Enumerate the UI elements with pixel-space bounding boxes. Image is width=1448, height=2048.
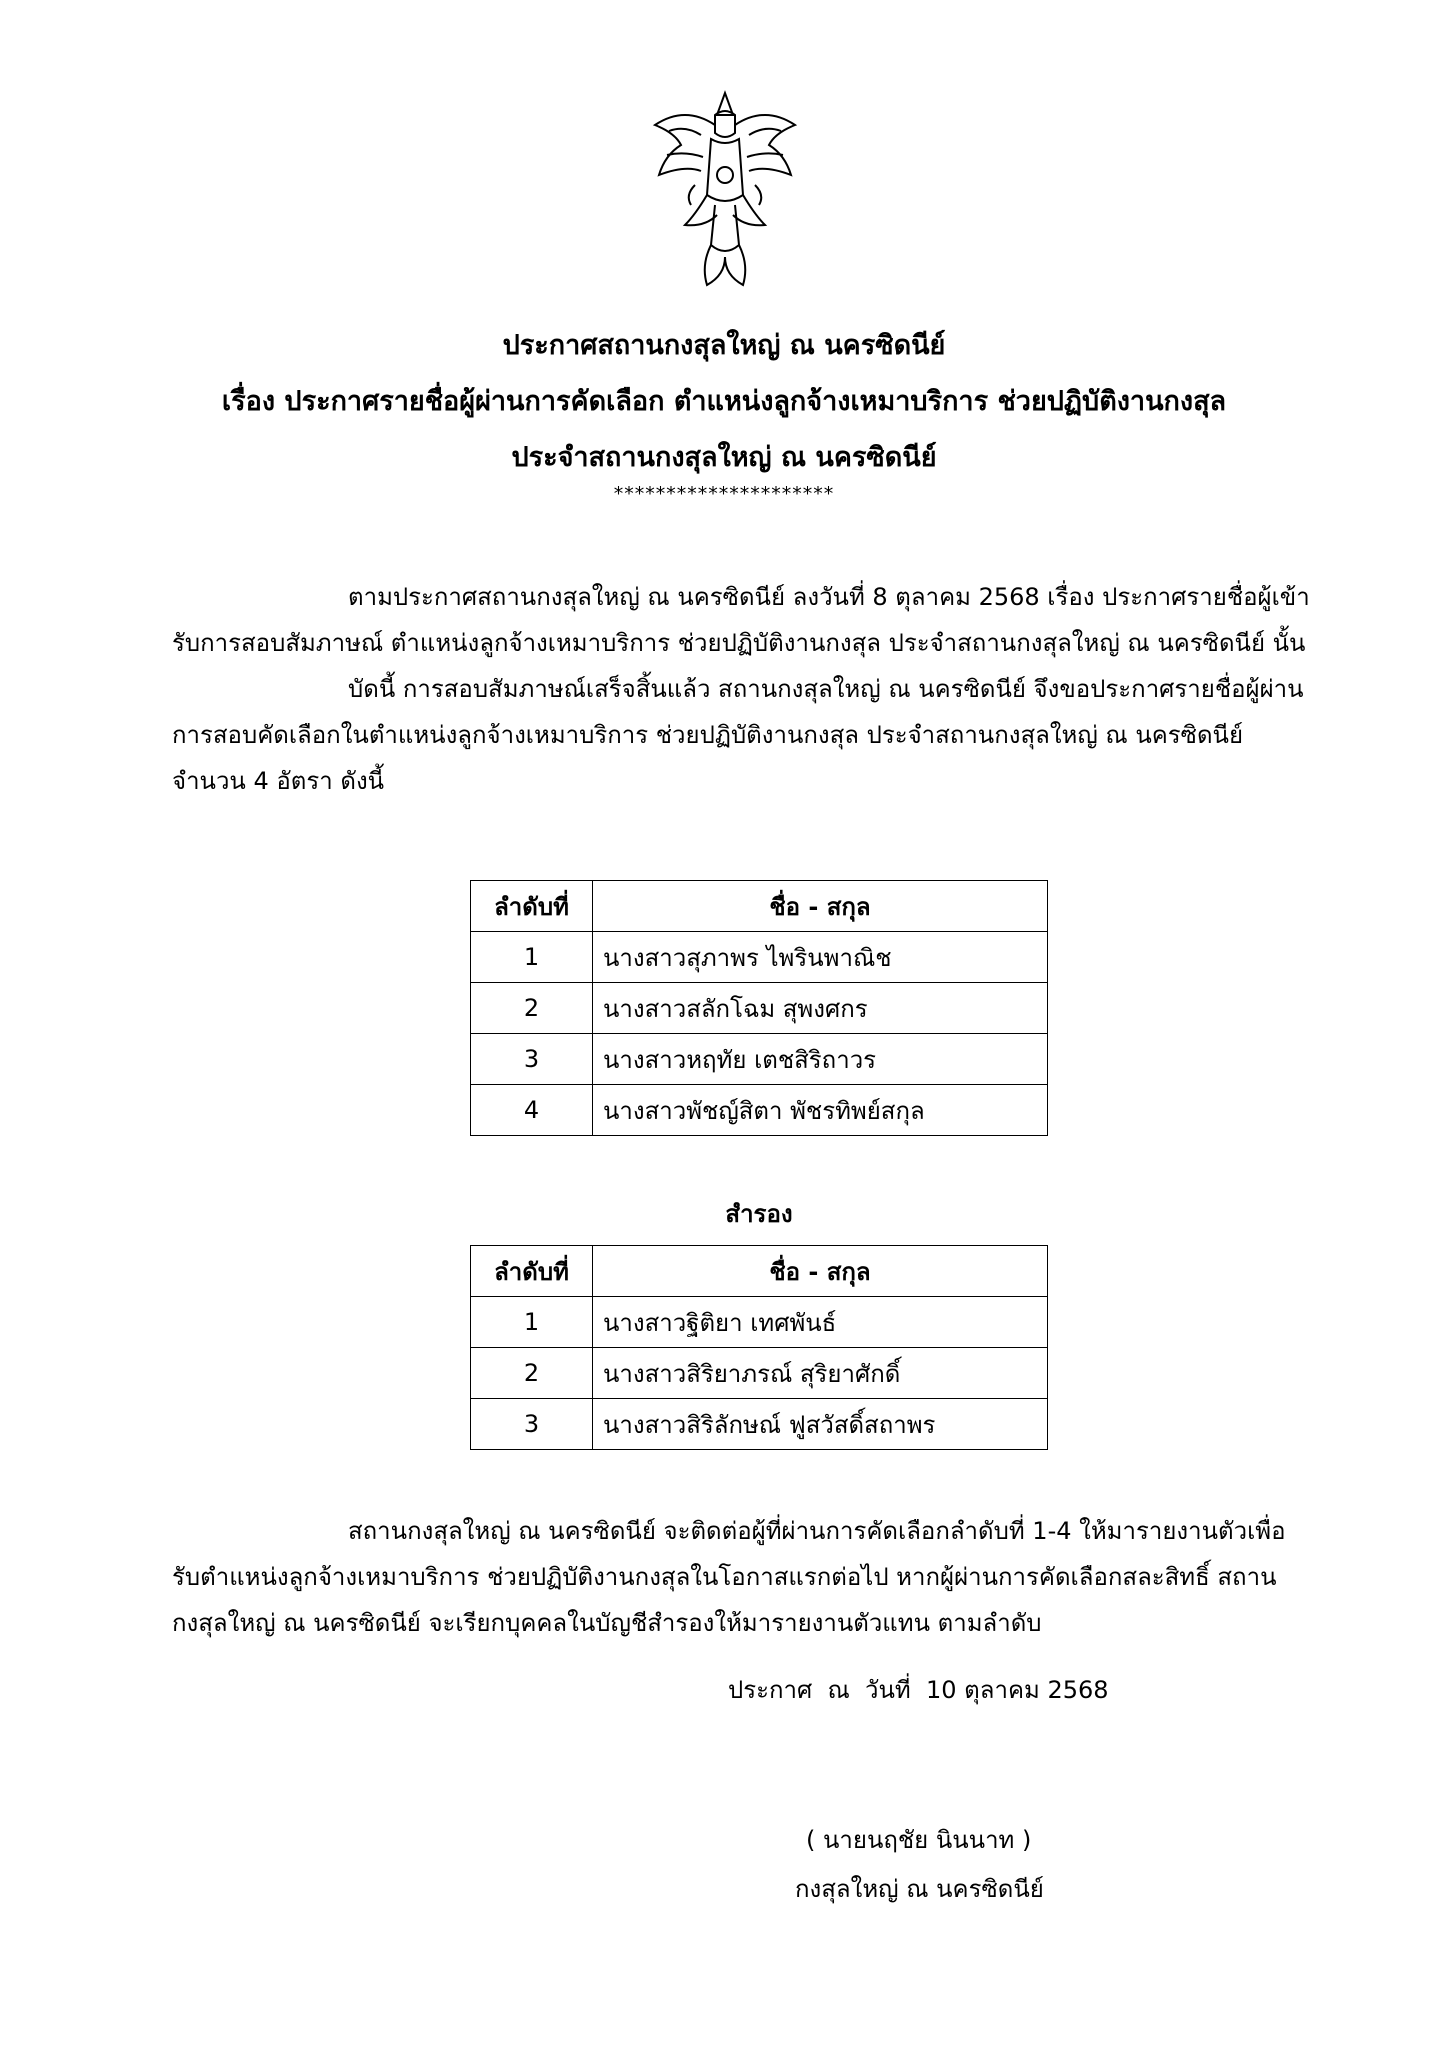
row-number: 2 (471, 983, 593, 1034)
announcement-date: ประกาศ ณ วันที่ 10 ตุลาคม 2568 (728, 1676, 1109, 1704)
row-name: นางสาวสุภาพร ไพรินพาณิช (593, 932, 1048, 983)
announcement-title: ประกาศสถานกงสุลใหญ่ ณ นครซิดนีย์ (502, 330, 946, 361)
row-name: นางสาวสิริลักษณ์ ฟูสวัสดิ์สถาพร (593, 1399, 1048, 1450)
row-name: นางสาวสิริยาภรณ์ สุริยาศักดิ์ (593, 1348, 1048, 1399)
row-name: นางสาวสลักโฉม สุพงศกร (593, 983, 1048, 1034)
table-header-row (471, 1246, 1048, 1297)
document-header (0, 318, 1448, 506)
table-row (471, 1399, 1048, 1450)
table-row (471, 932, 1048, 983)
row-name: นางสาวหฤทัย เตชสิริถาวร (593, 1034, 1048, 1085)
table-header-row (471, 881, 1048, 932)
column-header-number: ลำดับที่ (471, 881, 593, 932)
row-number: 3 (471, 1399, 593, 1450)
column-header-number: ลำดับที่ (471, 1246, 593, 1297)
signer-name: ( นายนฤชัย นินนาท ) (806, 1826, 1032, 1854)
paragraph-reference: ตามประกาศสถานกงสุลใหญ่ ณ นครซิดนีย์ ลงวันที่ 8 ตุลาคม 2568 เรื่อง ประกาศรายชื่อผู้เข้ารับการสอบสัมภาษณ์ ตำแหน่งลูกจ้างเหมาบริการ ช่วยปฏิบัติงานกงสุล ประจำสถานกงสุลใหญ่ ณ นครซิดนีย์ นั้น (172, 583, 1310, 657)
table-row (471, 983, 1048, 1034)
paragraph-announcement: บัดนี้ การสอบสัมภาษณ์เสร็จสิ้นแล้ว สถานกงสุลใหญ่ ณ นครซิดนีย์ จึงขอประกาศรายชื่อผู้ผ่านการสอบคัดเลือกในตำแหน่งลูกจ้างเหมาบริการ ช่วยปฏิบัติงานกงสุล ประจำสถานกงสุลใหญ่ ณ นครซิดนีย์ จำนวน 4 อัตรา ดังนี้ (172, 675, 1304, 795)
reserve-candidates-table (470, 1245, 1048, 1450)
star-divider: ********************* (613, 483, 835, 505)
passed-candidates-table (470, 880, 1048, 1136)
column-header-name: ชื่อ - สกุล (593, 1246, 1048, 1297)
row-number: 1 (471, 932, 593, 983)
row-number: 2 (471, 1348, 593, 1399)
garuda-emblem-icon (645, 85, 805, 295)
row-number: 4 (471, 1085, 593, 1136)
announcement-subject-line2: ประจำสถานกงสุลใหญ่ ณ นครซิดนีย์ (511, 442, 937, 473)
table-row (471, 1034, 1048, 1085)
row-number: 1 (471, 1297, 593, 1348)
announcement-subject: เรื่อง ประกาศรายชื่อผู้ผ่านการคัดเลือก ตำแหน่งลูกจ้างเหมาบริการ ช่วยปฏิบัติงานกงสุล (221, 386, 1227, 417)
row-name: นางสาวฐิติยา เทศพันธ์ (593, 1297, 1048, 1348)
table-row (471, 1348, 1048, 1399)
reserve-list-heading: สำรอง (725, 1200, 793, 1228)
row-name: นางสาวพัชญ์สิตา พัชรทิพย์สกุล (593, 1085, 1048, 1136)
column-header-name: ชื่อ - สกุล (593, 881, 1048, 932)
signer-title: กงสุลใหญ่ ณ นครซิดนีย์ (795, 1875, 1044, 1903)
table-row (471, 1085, 1048, 1136)
row-number: 3 (471, 1034, 593, 1085)
table-row (471, 1297, 1048, 1348)
paragraph-reporting-instructions: สถานกงสุลใหญ่ ณ นครซิดนีย์ จะติดต่อผู้ที่ผ่านการคัดเลือกลำดับที่ 1-4 ให้มารายงานตัวเพื่อรับตำแหน่งลูกจ้างเหมาบริการ ช่วยปฏิบัติงานกงสุลในโอกาสแรกต่อไป หากผู้ผ่านการคัดเลือกสละสิทธิ์ สถานกงสุลใหญ่ ณ นครซิดนีย์ จะเรียกบุคคลในบัญชีสำรองให้มารายงานตัวแทน ตามลำดับ (172, 1517, 1286, 1637)
